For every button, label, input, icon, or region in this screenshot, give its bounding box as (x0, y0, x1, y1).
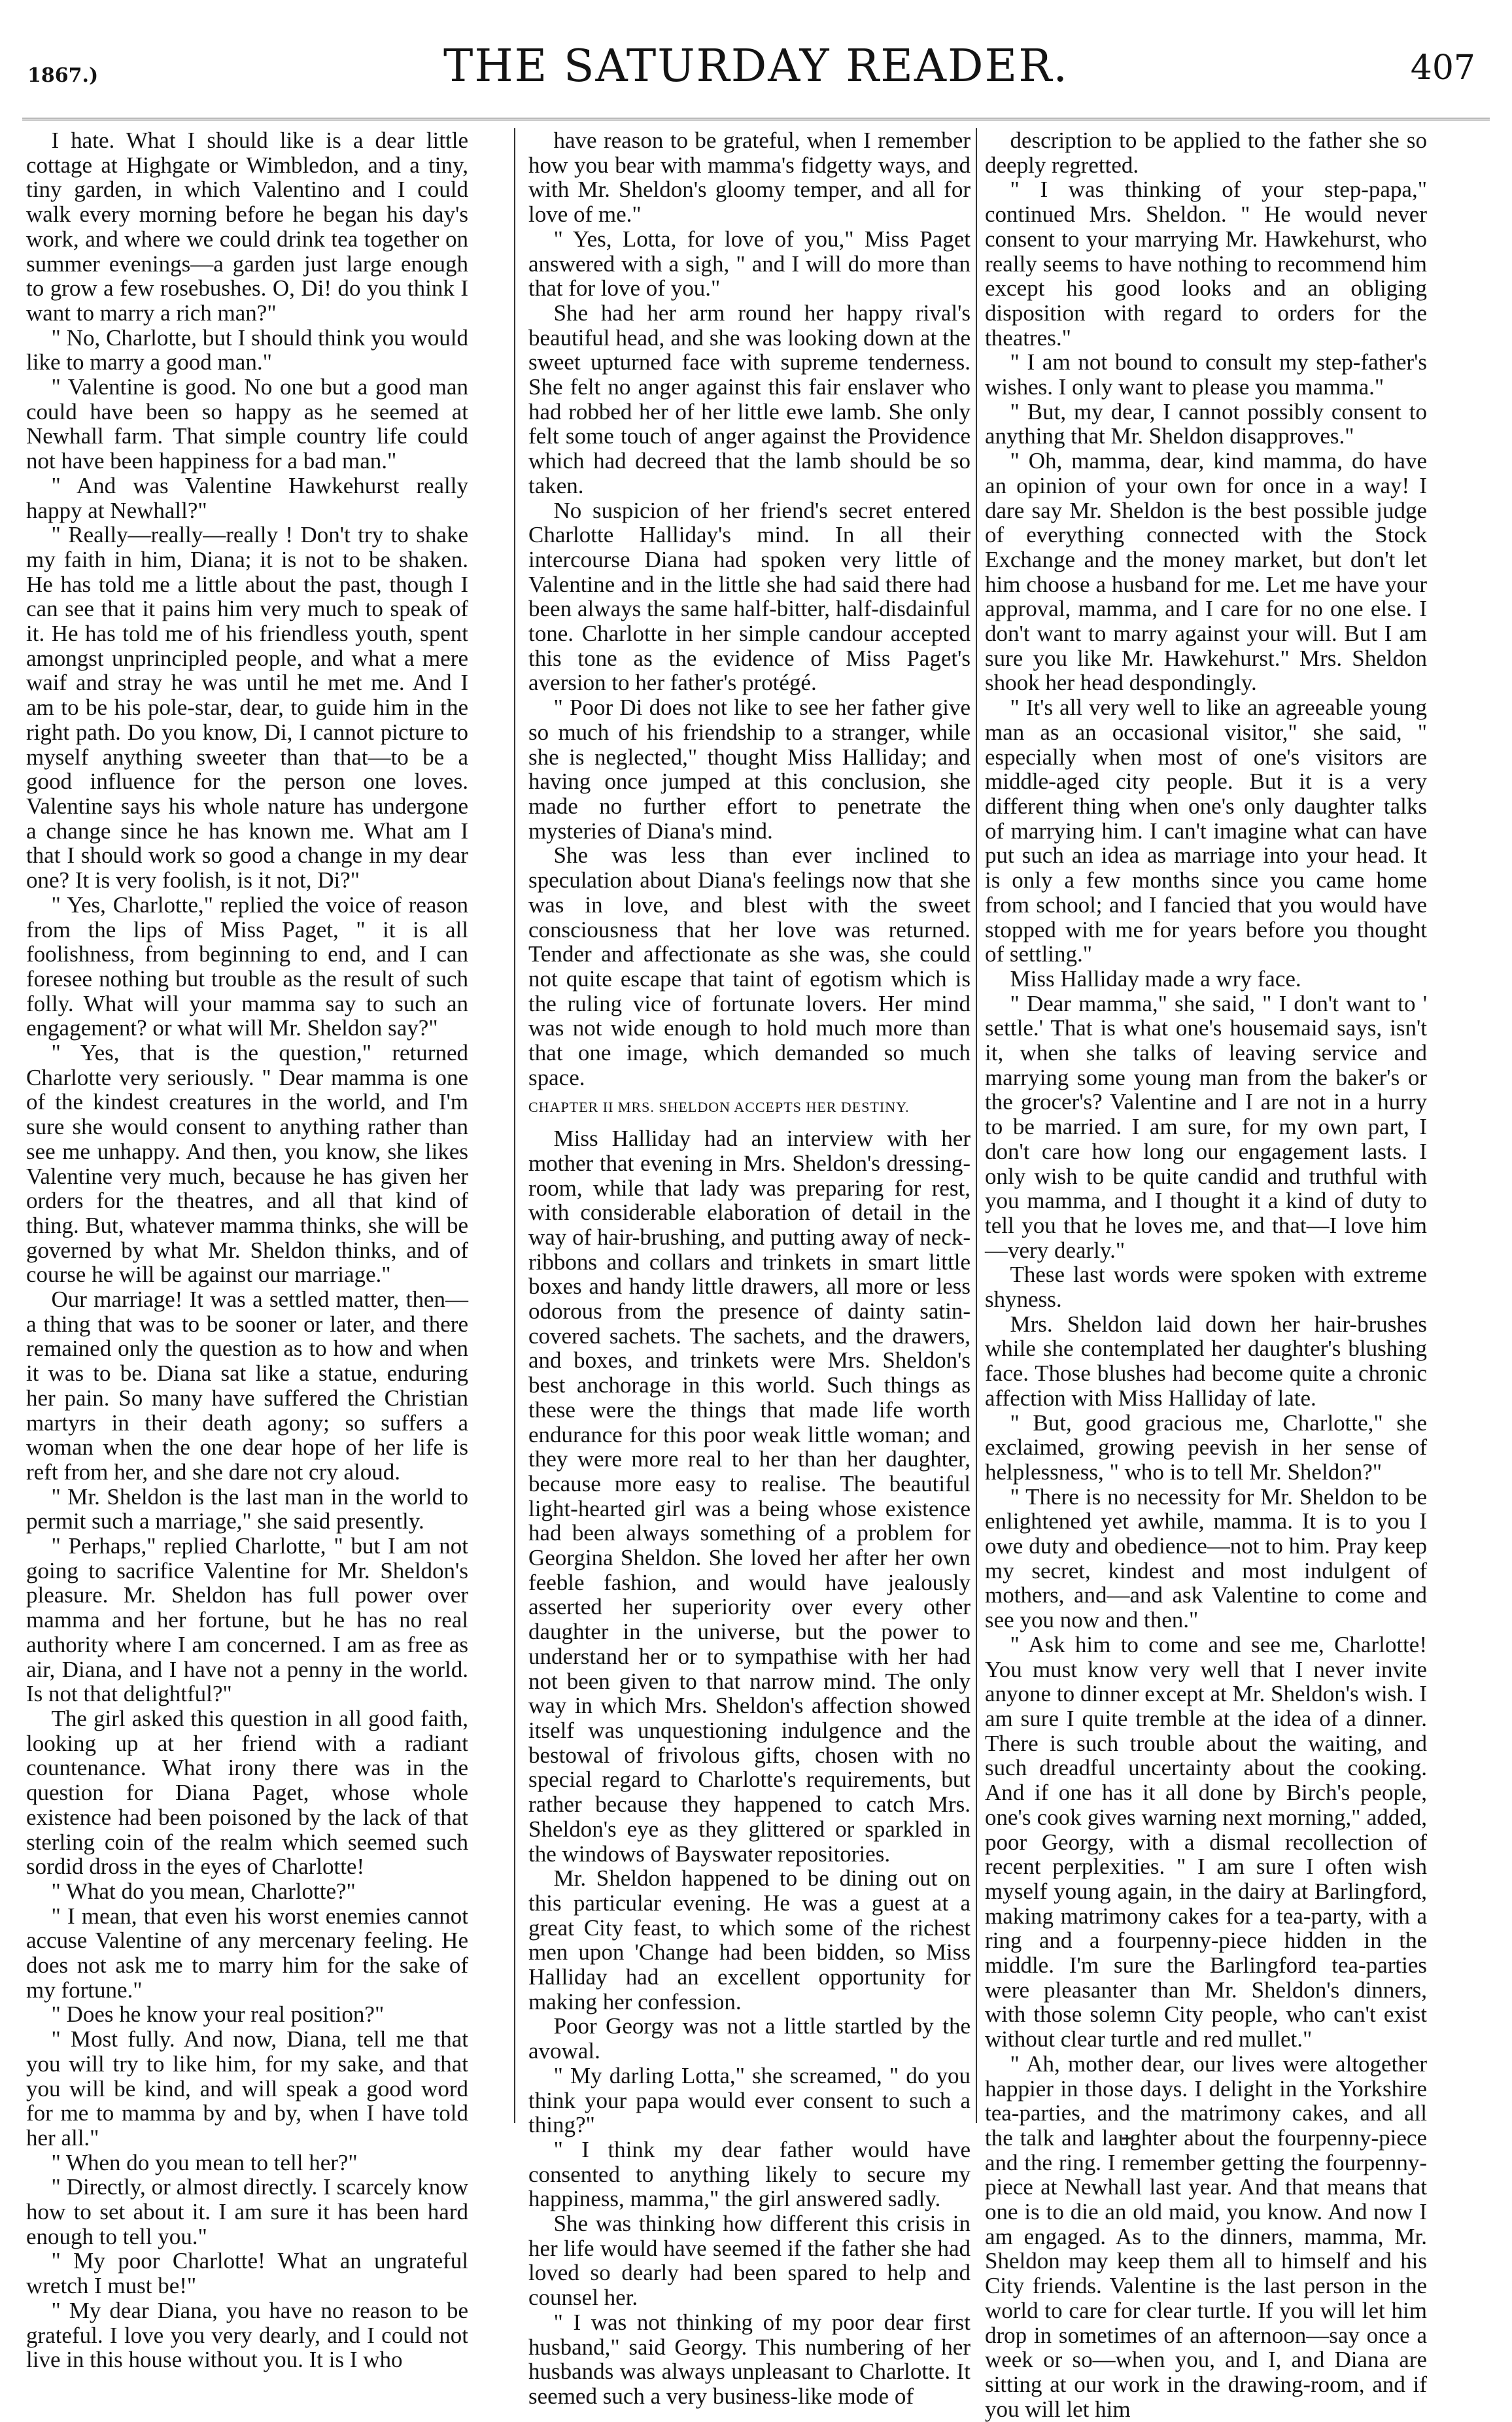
paragraph: " Perhaps," replied Charlotte, " but I am not going to sacrifice Valentine for Mr. Sheldon's pleasure. Mr. Sheldon has full power over mamma and her fortune, but he has no real authority where I am concerned. I am as free as air, Diana, and I have not a penny in the world. Is not that delightful?" (26, 1533, 468, 1707)
paragraph: " But, good gracious me, Charlotte," she exclaimed, growing peevish in her sense of helplessness, " who is to tell Mr. Sheldon?" (985, 1410, 1427, 1485)
paragraph: She was less than ever inclined to speculation about Diana's feelings now that she was in love, and blest with the sweet consciousness that her love was returned. Tender and affectionate as she was, she could not quite escape that taint of egotism which is the ruling vice of fortunate lovers. Her mind was not wide enough to hold much more than that one image, which demanded so much space. (528, 842, 971, 1090)
paragraph: " Yes, that is the question," returned Charlotte very seriously. " Dear mamma is one of the kindest creatures in the world, and I'm sure she would consent to anything rather than see me unhappy. And then, you know, she likes Valentine very much, because he has given her orders for the theatres, and all that kind of thing. But, whatever mamma thinks, she will be governed by what Mr. Sheldon thinks, and of course he will be against our marriage." (26, 1040, 468, 1288)
paragraph: " Dear mamma," she said, " I don't want to ' settle.' That is what one's housemaid says, isn't it, when she talks of leaving service and marrying some young man from the baker's or the grocer's? Valentine and I are not in a hurry to be married. I am sure, for my own part, I don't care how long our engagement lasts. I only wish to be quite candid and truthful with you mamma, and I thought it a kind of duty to tell you that he loves me, and that—I love him—very dearly." (985, 990, 1427, 1263)
page-number: 407 (1410, 48, 1475, 88)
chapter-heading: CHAPTER II MRS. SHELDON ACCEPTS HER DESTINY. (528, 1099, 910, 1116)
paragraph: Poor Georgy was not a little startled by the avowal. (528, 2013, 971, 2064)
paragraph: " Valentine is good. No one but a good man could have been so happy as he seemed at Newhall farm. That simple country life could not have been happiness for a bad man." (26, 374, 468, 474)
column-divider (514, 128, 515, 2123)
paragraph: " When do you mean to tell her?" (51, 2149, 358, 2175)
masthead-title: THE SATURDAY READER. (443, 41, 1069, 92)
issue-date: 1867.) (27, 64, 99, 87)
paragraph: " I mean, that even his worst enemies cannot accuse Valentine of any mercenary feeling. He does not ask me to marry him for the sake of my fortune." (26, 1903, 468, 2003)
paragraph: " There is no necessity for Mr. Sheldon to be enlightened yet awhile, mamma. It is to you I owe duty and obedience—not to him. Pray keep my secret, kindest and most indulgent of mothers, and—and ask Valentine to come and see you now and then." (985, 1483, 1427, 1633)
paragraph: " It's all very well to like an agreeable young man as an occasional visitor," she said, " especially when most of one's visitors are middle-aged city people. But it is a very different thing when one's only daughter talks of marrying him. I can't imagine what can have put such an idea as marriage into your head. It is only a few months since you came home from school; and I fancied that you would have stopped with me for years before you thought of settling." (985, 695, 1427, 967)
column-3 (985, 128, 1427, 2422)
paragraph: Miss Halliday had an interview with her mother that evening in Mrs. Sheldon's dressing-room, while that lady was preparing for rest, with considerable elaboration of detail in the way of hair-brushing, and putting away of neck-ribbons and collars and trinkets in smart little boxes and handy little drawers, all more or less odorous from the presence of dainty satin-covered sachets. The sachets, and the drawers, and boxes, and trinkets were Mrs. Sheldon's best anchorage in this world. Such things as these were the things that made life worth endurance for this poor weak little woman; and they were more real to her than her daughter, because more easy to realise. The beautiful light-hearted girl was a being whose existence had been always something of a problem for Georgina Sheldon. She loved her after her own feeble fashion, and would have jealously asserted her superiority over every other daughter in the universe, but the power to understand her or to sympathise with her had not been given to that narrow mind. The only way in which Mrs. Sheldon's affection showed itself was unquestioning indulgence and the bestowal of frivolous gifts, chosen with no special regard to Charlotte's requirements, but rather because they happened to catch Mrs. Sheldon's eye as they glittered or sparkled in the windows of Bayswater repositories. (528, 1126, 971, 1867)
paragraph: " And was Valentine Hawkehurst really happy at Newhall?" (26, 472, 468, 523)
paragraph: " Really—really—really ! Don't try to shake my faith in him, Diana; it is not to be shaken. He has told me a little about the past, though I can see that it pains him very much to speak of it. He has told me of his friendless youth, spent amongst unprincipled people, and what a mere waif and stray he was until he met me. And I am to be his pole-star, dear, to guide him in the right path. Do you know, Di, I cannot picture to myself anything sweeter than that—to be a good influence for the person one loves. Valentine says his whole nature has undergone a change since he has known me. What am I that I should work so good a change in my dear one? It is very foolish, is it not, Di?" (26, 522, 468, 893)
paragraph: " Poor Di does not like to see her father give so much of his friendship to a stranger, while she is neglected," thought Miss Halliday; and having once jumped at this conclusion, she made no further effort to penetrate the mysteries of Diana's mind. (528, 695, 971, 844)
paragraph: " I think my dear father would have consented to anything likely to secure my happiness, mamma," the girl answered sadly. (528, 2136, 971, 2212)
paragraph: " Ask him to come and see me, Charlotte! You must know very well that I never invite anyone to dinner except at Mr. Sheldon's wish. I am sure I quite tremble at the idea of a dinner. There is such trouble about the waiting, and such dreadful uncertainty about the cooking. And if one has it all done by Birch's people, one's cook gives warning next morning," added, poor Georgy, with a dismal recollection of recent perplexities. " I am sure I often wish myself young again, in the dairy at Barlingford, making matrimony cakes for a tea-party, with a ring and a fourpenny-piece hidden in the middle. I'm sure the Barlingford tea-parties were pleasanter than Mr. Sheldon's dinners, with those solemn City people, who can't exist without clear turtle and red mullet." (985, 1631, 1427, 2052)
paragraph: Miss Halliday made a wry face. (1010, 965, 1301, 992)
paragraph: have reason to be grateful, when I remember how you bear with mamma's fidgetty ways, and with Mr. Sheldon's gloomy temper, and all for love of me." (528, 128, 971, 228)
header-rule (22, 118, 1490, 120)
paragraph: Mrs. Sheldon laid down her hair-brushes while she contemplated her daughter's blushing face. Those blushes had become quite a chronic affection with Miss Halliday of late. (985, 1311, 1427, 1411)
paragraph: " Oh, mamma, dear, kind mamma, do have an opinion of your own for once in a way! I dare say Mr. Sheldon is the best possible judge of everything connected with the Stock Exchange and the money market, but don't let him choose a husband for me. Let me have your approval, mamma, and I care for no one else. I don't want to marry against your will. But I am sure you like Mr. Hawkehurst." Mrs. Sheldon shook her head despondingly. (985, 448, 1427, 696)
paragraph: " Yes, Charlotte," replied the voice of reason from the lips of Miss Paget, " it is all foolishness, from beginning to end, and I can foresee nothing but trouble as the result of such folly. What will your mamma say to such an engagement? or what will Mr. Sheldon say?" (26, 891, 468, 1041)
column-1 (26, 128, 468, 2373)
paragraph: Mr. Sheldon happened to be dining out on this particular evening. He was a guest at a great City feast, to which some of the richest men upon 'Change had been bidden, so Miss Halliday had an excellent opportunity for making her confession. (528, 1865, 971, 2015)
paragraph: " Most fully. And now, Diana, tell me that you will try to like him, for my sake, and that you will be kind, and will speak a good word for me to mamma by and by, when I have told her all." (26, 2026, 468, 2151)
paragraph: description to be applied to the father she so deeply regretted. (985, 128, 1427, 178)
paragraph: She was thinking how different this crisis in her life would have seemed if the father she had loved so dearly had been spared to help and counsel her. (528, 2211, 971, 2311)
column-2 (528, 128, 971, 2409)
paragraph: " Mr. Sheldon is the last man in the world to permit such a marriage," she said presently. (26, 1483, 468, 1534)
paragraph: She had her arm round her happy rival's beautiful head, and she was looking down at the sweet upturned face with supreme tenderness. She felt no anger against this fair enslaver who had robbed her of her little ewe lamb. She only felt some touch of anger against the Providence which had decreed that the lamb should be so taken. (528, 300, 971, 498)
paragraph: Our marriage! It was a settled matter, then—a thing that was to be sooner or later, and there remained only the question as to how and when it was to be. Diana sat like a statue, enduring her pain. So many have suffered the Christian martyrs in their death agony; so suffers a woman when the one dear hope of her life is reft from her, and she dare not cry aloud. (26, 1287, 468, 1485)
paragraph: " But, my dear, I cannot possibly consent to anything that Mr. Sheldon disapproves." (985, 398, 1427, 449)
paragraph: No suspicion of her friend's secret entered Charlotte Halliday's mind. In all their intercourse Diana had spoken very little of Valentine and in the little she had said there had been always the same half-bitter, half-disdainful tone. Charlotte in her simple candour accepted this tone as the evidence of Miss Paget's aversion to her father's protégé. (528, 497, 971, 696)
paragraph: " Directly, or almost directly. I scarcely know how to set about it. I am sure it has been hard enough to tell you." (26, 2174, 468, 2249)
paragraph: " Ah, mother dear, our lives were altogether happier in those days. I delight in the Yorkshire tea-parties, and the matrimony cakes, and all the talk and laughter about the fourpenny-piece and the ring. I remember getting the fourpenny-piece at Newhall last year. And that means that one is to die an old maid, you know. And now I am engaged. As to the dinners, mamma, Mr. Sheldon may keep them all to himself and his City friends. Valentine is the last person in the world to care for clear turtle. If you will let him drop in sometimes of an afternoon—say once a week or so—when you, and I, and Diana are sitting at our work in the drawing-room, and if you will let him (985, 2050, 1427, 2422)
paragraph: " I am not bound to consult my step-father's wishes. I only want to please you mamma." (985, 349, 1427, 400)
paragraph: " My darling Lotta," she screamed, " do you think your papa would ever consent to such a thing?" (528, 2062, 971, 2138)
paragraph: " Yes, Lotta, for love of you," Miss Paget answered with a sigh, " and I will do more than that for love of you." (528, 226, 971, 302)
paragraph: " Does he know your real position?" (51, 2001, 385, 2028)
paragraph: " My dear Diana, you have no reason to be grateful. I love you very dearly, and I could not live in this house without you. It is I who (26, 2297, 468, 2373)
paragraph: The girl asked this question in all good faith, looking up at her friend with a radiant countenance. What irony there was in the question for Diana Paget, whose whole existence had been poisoned by the lack of that sterling coin of the realm which seemed such sordid dross in the eyes of Charlotte! (26, 1706, 468, 1880)
column-divider (976, 128, 977, 2123)
paragraph: " I was thinking of your step-papa," continued Mrs. Sheldon. " He would never consent to your marrying Mr. Hawkehurst, who really seems to have nothing to recommend him except his good looks and an obliging disposition with regard to orders for the theatres." (985, 177, 1427, 351)
paragraph: I hate. What I should like is a dear little cottage at Highgate or Wimbledon, and a tiny, tiny garden, in which Valentino and I could walk every morning before he began his day's work, and where we could drink tea together on summer evenings—a garden just large enough to grow a few rosebushes. O, Di! do you think I want to marry a rich man?" (26, 128, 468, 326)
paragraph: These last words were spoken with extreme shyness. (985, 1262, 1427, 1313)
page-header (0, 41, 1512, 119)
paragraph: " I was not thinking of my poor dear first husband," said Georgy. This numbering of her husbands was always unpleasant to Charlotte. It seemed such a very business-like mode of (528, 2309, 971, 2409)
footer-mark (1122, 2137, 1131, 2139)
paragraph: " What do you mean, Charlotte?" (51, 1878, 356, 1904)
paragraph: " My poor Charlotte! What an ungrateful wretch I must be!" (26, 2248, 468, 2299)
paragraph: " No, Charlotte, but I should think you would like to marry a good man." (26, 324, 468, 375)
